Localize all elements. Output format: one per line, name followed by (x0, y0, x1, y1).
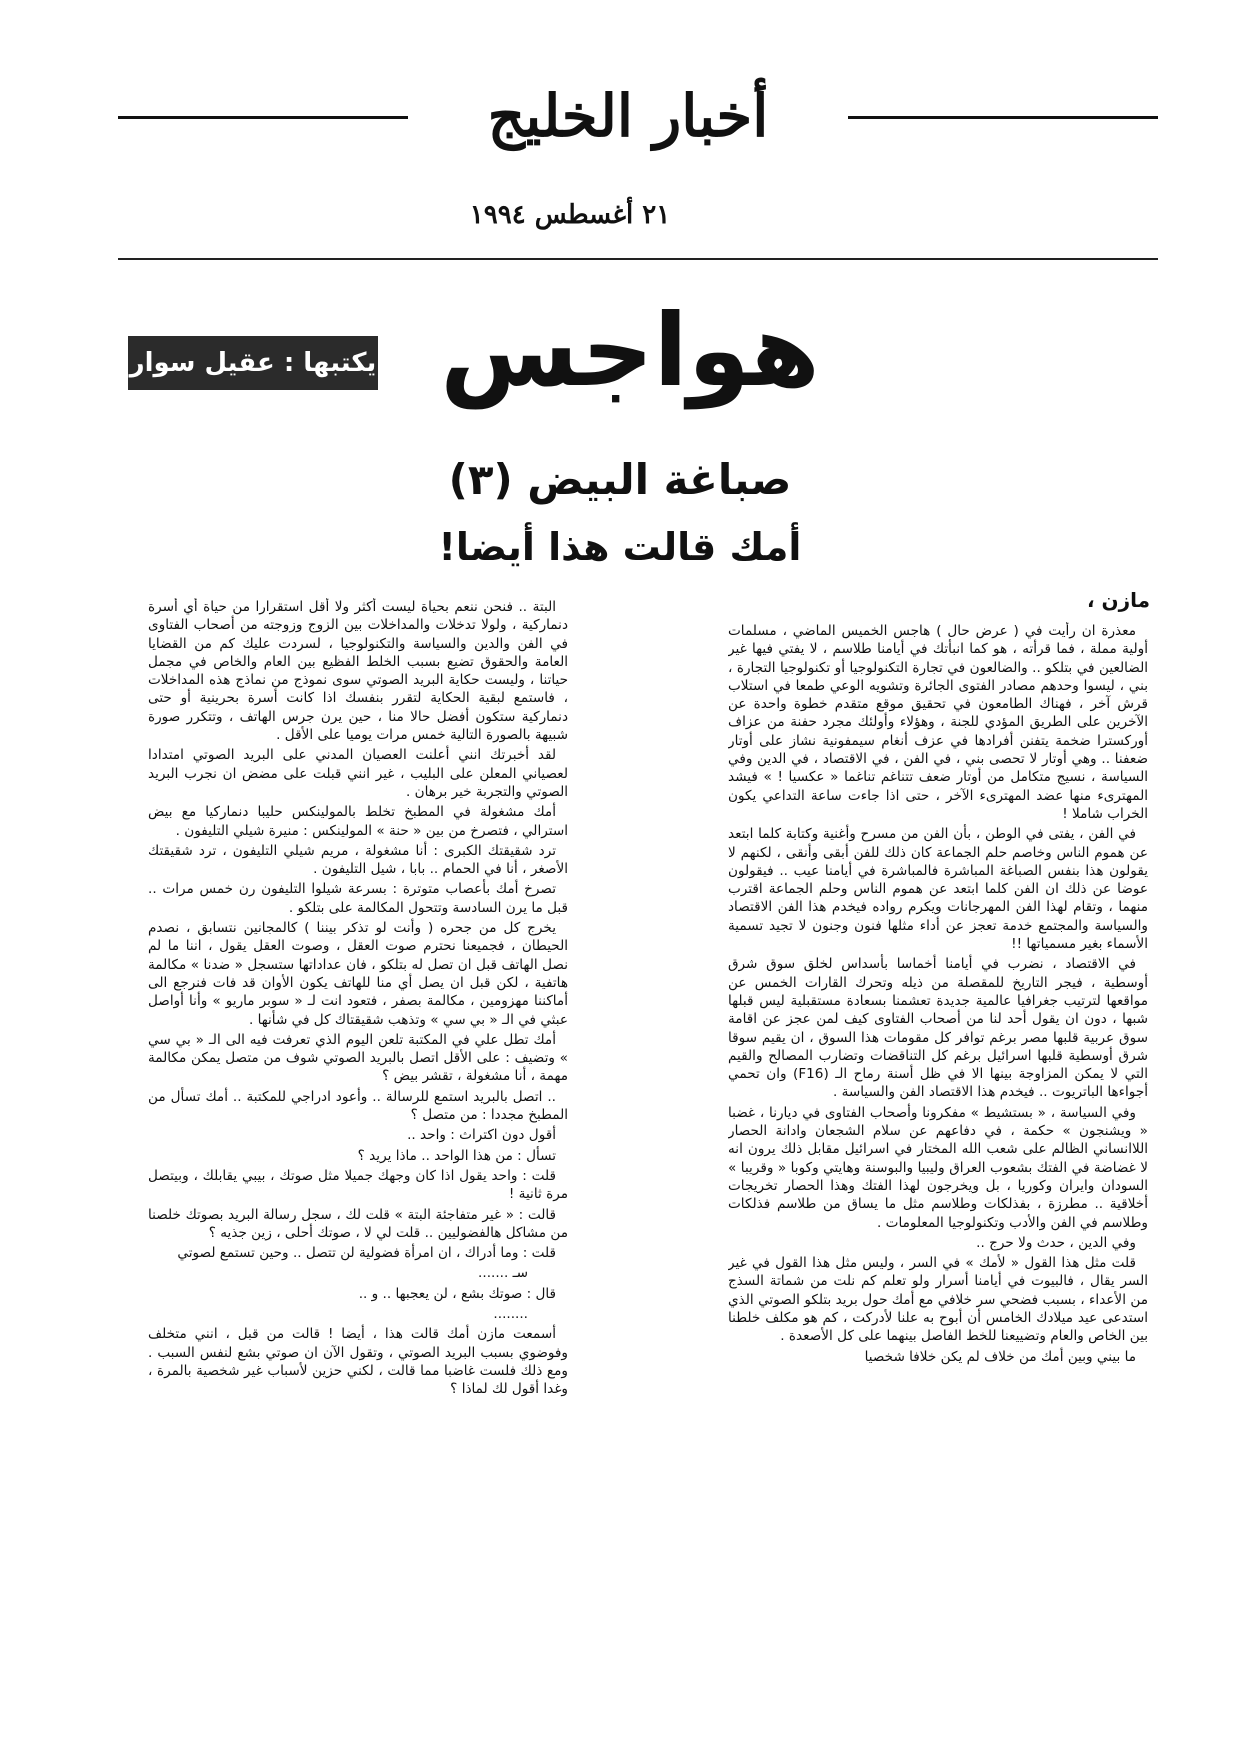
paragraph: سـ ....... (478, 1265, 528, 1282)
paragraph: قلت : واحد يقول اذا كان وجهك جميلا مثل صوتك ، بيبي يقابلك ، وبيتصل مرة ثانية ! (148, 1167, 568, 1203)
paragraph: وفي السياسة ، « بستشيط » مفكرونا وأصحاب الفتاوى في ديارنا ، غضبا « ويشنجون » حكمة ، في دفاعهم عن سلام الشجعان وادانة الحصار اللاانساني الظالم على شعب الله المختار في اسرائيل مقابل ذلك يرون انه لا غضاضة في الفتك بشعوب العراق وليبيا والبوسنة وهايتي وكوبا « وقريبا » السودان وايران وكوريا ، بل ويخرجون لهذا الفتك وهذا الحصار تخريجات أخلاقية .. مطرزة ، بفذلكات وطلاسم مثل ما يساق من طلاسم فذلكات وطلاسم في الفن والأدب وتكنولوجيا المعلومات . (728, 1104, 1148, 1231)
masthead-rule-left (118, 116, 408, 119)
paragraph: أمك مشغولة في المطبخ تخلط بالمولينكس حليبا دنماركيا مع بيض استرالي ، فتصرخ من بين « حنة » المولينكس : منيرة شيلي التليفون . (148, 804, 568, 839)
column-title-text: هواجس (440, 292, 820, 409)
paragraph: ترد شقيقتك الكبرى : أنا مشغولة ، مريم شيلي التليفون ، ترد شقيقتك الأصغر ، أنا في الحمام .. بابا ، شيل التليفون . (148, 842, 568, 878)
paragraph: تصرخ أمك بأعصاب متوترة : بسرعة شيلوا التليفون رن خمس مرات .. قبل ما يرن السادسة وتتحول المكالمة على بتلكو . (148, 881, 568, 916)
paragraph: قالت : « غير متفاجئة البتة » قلت لك ، سجل رسالة البريد بصوتك خلصنا من مشاكل هالفضوليين .. قلت لي لا ، صوتك أحلى ، زين جذيه ؟ (148, 1206, 568, 1241)
paragraph: قال : صوتك بشع ، لن يعجبها .. و .. (358, 1285, 556, 1302)
article-subheadline: أمك قالت هذا أيضا! (438, 525, 802, 569)
article-column-right (728, 622, 1148, 1737)
paragraph: أسمعت مازن أمك قالت هذا ، أيضا ! قالت من قبل ، انني متخلف وفوضوي بسبب البريد الصوتي ، وتقول الآن ان صوتي بشع لنفس السبب . ومع ذلك فلست غاضبا مما قالت ، لكني حزين لأسباب غير شخصية بالمرة ، وغدا أقول لك لماذا ؟ (148, 1326, 568, 1398)
article-column-left (148, 598, 568, 1738)
paragraph: تسأل : من هذا الواحد .. ماذا يريد ؟ (357, 1147, 556, 1164)
paragraph: .. اتصل بالبريد استمع للرسالة .. وأعود ادراجي للمكتبة .. أمك تسأل من المطبخ مجددا : من متصل ؟ (148, 1088, 568, 1124)
newspaper-logo (418, 70, 838, 160)
masthead-rule-right (848, 116, 1158, 119)
publication-date: ٢١ أغسطس ١٩٩٤ (469, 200, 671, 230)
paragraph: ........ (493, 1305, 528, 1322)
paragraph: أمك تطل علي في المكتبة تلعن اليوم الذي تعرفت فيه الى الـ « بي سي » وتضيف : على الأقل اتصل بالبريد الصوتي شوف من متصل يمكن مكالمة مهمة ، أنا مشغولة ، تقشر بيض ؟ (148, 1031, 568, 1085)
divider (118, 258, 1158, 260)
paragraph: قلت مثل هذا القول « لأمك » في السر ، وليس مثل هذا القول في غير السر يقال ، فالبيوت في أيامنا أسرار ولو تعلم كم نلت من شماتة السذج من الأعداء ، بسبب فضحي سر خلافي مع أمك حول بريد بتلكو الصوتي الذي استدعى عيد ميلادك الخامس أن أبوح به علنا لأدركت ، كم هو مكلف خلطنا بين الخاص والعام وتضييعنا للخط الفاصل بينهما على كل الأصعدة . (728, 1255, 1148, 1345)
paragraph: لقد أخبرتك انني أعلنت العصيان المدني على البريد الصوتي امتدادا لعصياني المعلن على البليب ، غير انني قبلت على مضض ان نجرب البريد الصوتي والتجربة خير برهان . (148, 747, 568, 800)
masthead (118, 70, 1158, 160)
paragraph: وفي الدين ، حدث ولا حرج .. (976, 1234, 1136, 1251)
salutation: مازن ، (1086, 588, 1150, 612)
column-title (380, 290, 880, 410)
article-headline: صباغة البيض (٣) (448, 455, 792, 504)
paragraph: البتة .. فنحن ننعم بحياة ليست أكثر ولا أقل استقرارا من حياة أي أسرة دنماركية ، ولولا تدخلات والمداخلات بين الزوج وزوجته من أصحاب الفتاوى في الفن والدين والسياسة والتكنولوجيا ، لسردت عليك كم من القضايا العامة والحقوق تضيع بسبب الخلط الفظيع بين العام والخاص في مجمل حياتنا ، وليست حكاية البريد الصوتي سوى نموذج من نماذج هذه المداخلات ، فاستمع لبقية الحكاية لتقرر بنفسك اذا كانت أسرة بحرينية أو حتى دنماركية ستكون أفضل حالا منا ، حين يرن جرس الهاتف ، وتتكرر صورة شبيهة بالصورة التالية خمس مرات يوميا على الأقل . (148, 599, 568, 744)
paragraph: معذرة ان رأيت في ( عرض حال ) هاجس الخميس الماضي ، مسلمات أولية مملة ، فما قرأته ، هو كما انبأتك في أيامنا طلاسم ، لا يفتي فيها غير الضالعين في بتلكو .. والضالعون في تجارة التكنولوجيا أو تكنولوجيا التجارة ، بني ، ليسوا وحدهم مصادر الفتوى الجائرة وتشويه الوعي طمعا في استلاب قرش آخر ، فهناك الطامعون في تحقيق موقع متقدم خطوة واحدة عن الآخرين على الطريق المؤدي للجنة ، وهؤلاء وأولئك مجرد حفنة من عزاف أوركسترا ضخمة يتفنن أفرادها في عزف أنغام سيمفونية نشاز على أوتار ضعفنا .. وهي أوتار لا تحصى بني ، في الفن ، في الاقتصاد ، في الدين وفي السياسة ، نسيج متكامل من أوتار ضعف تتناغم تناغما « عكسيا ! » فيشد المهترىء منها عضد المهترىء الآخر ، حتى اذا جاءت ساعة التداعي يكون الخراب شاملا ! (728, 623, 1148, 822)
newspaper-logo-text: أخبار الخليج (487, 82, 769, 150)
paragraph: ما بيني وبين أمك من خلاف لم يكن خلافا شخصيا (864, 1348, 1136, 1365)
paragraph: قلت : وما أدراك ، ان امرأة فضولية لن تتصل .. وحين تستمع لصوتي (177, 1245, 556, 1262)
paragraph: في الاقتصاد ، نضرب في أيامنا أخماسا بأسداس لخلق سوق شرق أوسطية ، فيجر التاريخ للمقصلة من ذيله وتحرك القارات الخمس عن مواقعها لترتيب جغرافيا عالمية جديدة تعشمنا بسعادة مستقبلية ليس قبلها شبها ، دون ان يقول أحد لنا من أصحاب الفتاوى كيف لمن عجز عن اقامة سوق عربية قلبها مصر برغم توافر كل مقومات هذا السوق ، ان يقيم سوقا شرق أوسطية قلبها اسرائيل برغم كل التناقضات وتضارب المصالح والقيم التي لا يمكن المزاوجة بينها الا في ظل أسنة رماح الـ (F16) وان تحمي أجواءها الباتريوت .. فيخدم هذا الاقتصاد الفن والسياسة . (728, 956, 1148, 1101)
byline-box: يكتبها : عقيل سوار (128, 336, 378, 390)
paragraph: يخرج كل من جحره ( وأنت لو تذكر بيننا ) كالمجانين نتسابق ، نصدم الحيطان ، فجميعنا نحترم صوت العقل ، وصوت العقل يقول ، اننا ما لم نصل الهاتف قبل ان تصل له بتلكو ، فان عداداتها ستسجل « ضدنا » مكالمة هاتفية ، لكن قبل ان يصل أي منا للهاتف يكون الأوان قد فات فنرجع الى أماكننا مهزومين ، مكالمة بصفر ، فتعود انت لـ « سوبر ماريو » وأنا أواصل عبثي في الـ « بي سي » وتذهب شقيقتاك كل في شأنها . (148, 920, 568, 1028)
paragraph: أقول دون اكتراث : واحد .. (407, 1127, 556, 1144)
paragraph: في الفن ، يفتى في الوطن ، بأن الفن من مسرح وأغنية وكتابة كلما ابتعد عن هموم الناس وخاصم حلم الجماعة كان ذلك للفن أبقى وأنقى ، لكنهم لا يقولون هذا بنفس الصباغة المباشرة فالمباشرة في أيامنا عيب .. فيقولون عوضا عن ذلك ان الفن كلما ابتعد عن هموم الناس وحلم الجماعة اقترب منهما ، وتقام لهذا الفن المهرجانات ويكرم رواده فيخدم هذا الفن الاقتصاد والسياسة والمجتمع خدمة تعجز عن أداء مثلها فنون وجنون لا تجيد تسمية الأسماء بغير مسمياتها !! (728, 826, 1148, 953)
